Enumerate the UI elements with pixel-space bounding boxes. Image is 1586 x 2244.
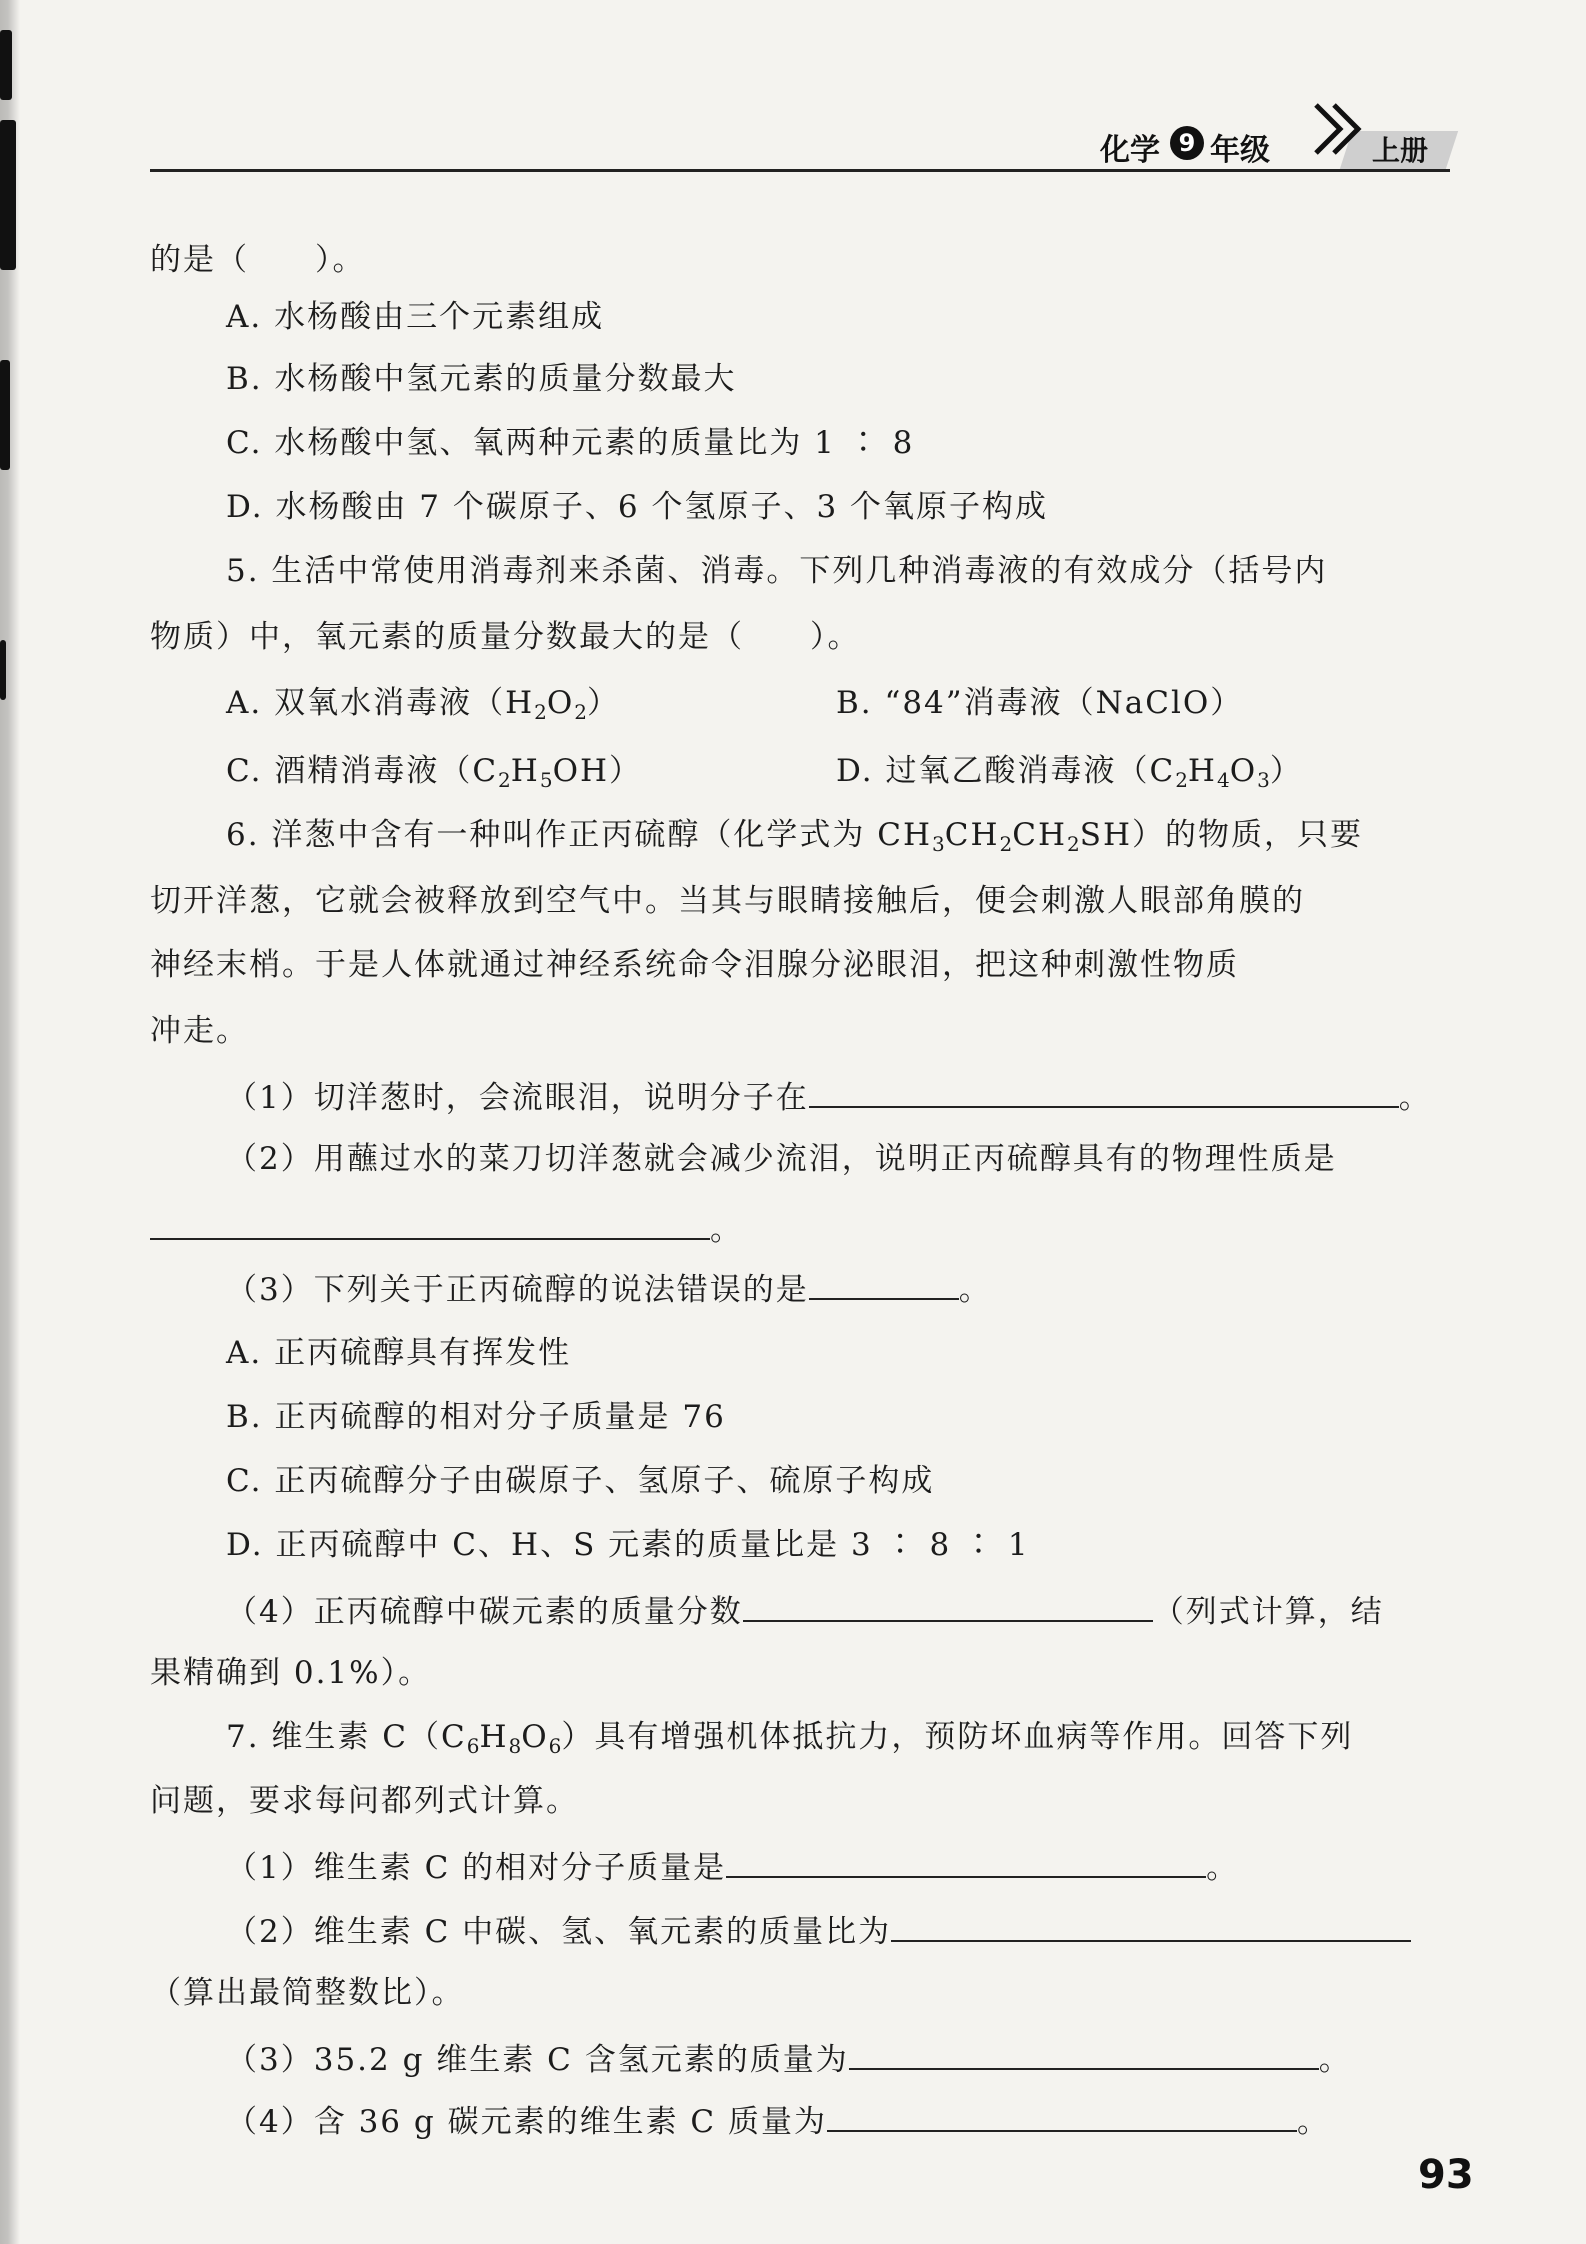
- answer-blank[interactable]: [743, 1594, 1153, 1622]
- q6-option-c: C. 正丙硫醇分子由碳原子、氢原子、硫原子构成: [226, 1463, 935, 1499]
- q7-sub3: （3）35.2 g 维生素 C 含氢元素的质量为 。: [226, 2042, 1352, 2078]
- q6-sub1: （1）切洋葱时，会流眼泪，说明分子在 。: [226, 1080, 1432, 1116]
- answer-blank[interactable]: [849, 2042, 1319, 2070]
- q5-option-d: D. 过氧乙酸消毒液$(C_2H_4O_3)$: [836, 753, 1303, 792]
- q5-option-b: B. “84”消毒液（NaClO）: [836, 685, 1244, 721]
- q7-sub2-line2: （算出最简整数比）。: [150, 1975, 465, 2011]
- q6-stem-line3: 神经末梢。于是人体就通过神经系统命令泪腺分泌眼泪，把这种刺激性物质: [150, 947, 1239, 983]
- q7-stem-line1: 7. 维生素 $C(C_6H_8O_6)$具有增强机体抵抗力，预防坏血病等作用。回答下列: [226, 1719, 1354, 1758]
- header-subject: 化学: [1100, 133, 1160, 168]
- q5-stem-line2: 物质）中，氧元素的质量分数最大的是（ ）。: [150, 619, 861, 655]
- q5-option-a: A. 双氧水消毒液$(H_2O_2)$: [226, 685, 621, 724]
- q6-sub2-answer: 。: [150, 1212, 743, 1246]
- page-number: 93: [1418, 2152, 1474, 2198]
- binding-mark: [0, 360, 10, 470]
- q4-stem-end: 的是（ ）。: [150, 242, 366, 278]
- q6-sub4: （4）正丙硫醇中碳元素的质量分数 （列式计算，结: [226, 1594, 1384, 1630]
- q6-option-d: D. 正丙硫醇中 C、H、S 元素的质量比是 3 ∶ 8 ∶ 1: [226, 1527, 1030, 1563]
- q6-stem-line1: 6. 洋葱中含有一种叫作正丙硫醇（化学式为 $CH_3CH_2CH_2SH$）的物质，只要: [226, 817, 1364, 856]
- q7-sub2: （2）维生素 C 中碳、氢、氧元素的质量比为: [226, 1914, 1411, 1948]
- binding-mark: [0, 120, 16, 270]
- q6-sub4-line2: 果精确到 0.1%）。: [150, 1655, 432, 1691]
- q4-option-d: D. 水杨酸由 7 个碳原子、6 个氢原子、3 个氧原子构成: [226, 489, 1049, 525]
- answer-blank[interactable]: [827, 2104, 1297, 2132]
- q7-stem-line2: 问题，要求每问都列式计算。: [150, 1783, 579, 1819]
- q7-sub1: （1）维生素 C 的相对分子质量是 。: [226, 1850, 1240, 1886]
- header-rule: [150, 169, 1450, 172]
- binding-mark: [0, 30, 12, 100]
- q6-sub2: （2）用蘸过水的菜刀切洋葱就会减少流泪，说明正丙硫醇具有的物理性质是: [226, 1141, 1337, 1177]
- q4-option-c: C. 水杨酸中氢、氧两种元素的质量比为 1 ∶ 8: [226, 425, 915, 461]
- q6-sub3: （3）下列关于正丙硫醇的说法错误的是 。: [226, 1272, 992, 1308]
- double-chevron-icon: [1310, 99, 1370, 165]
- answer-blank[interactable]: [891, 1914, 1411, 1942]
- header-volume: 上册: [1372, 134, 1429, 167]
- answer-blank[interactable]: [809, 1272, 959, 1300]
- answer-blank[interactable]: [726, 1850, 1206, 1878]
- q4-option-a: A. 水杨酸由三个元素组成: [226, 299, 605, 335]
- q6-option-b: B. 正丙硫醇的相对分子质量是 76: [226, 1399, 726, 1435]
- header-grade-label: 年级: [1210, 133, 1270, 168]
- q5-stem-line1: 5. 生活中常使用消毒剂来杀菌、消毒。下列几种消毒液的有效成分（括号内: [226, 553, 1328, 589]
- answer-blank[interactable]: [809, 1080, 1399, 1108]
- page-header: [150, 95, 1450, 175]
- q7-sub4: （4）含 36 g 碳元素的维生素 C 质量为 。: [226, 2104, 1331, 2140]
- q6-option-a: A. 正丙硫醇具有挥发性: [226, 1335, 572, 1371]
- header-grade-number: 9: [1170, 126, 1204, 160]
- q5-option-c: C. 酒精消毒液$(C_2H_5OH)$: [226, 753, 643, 792]
- q6-stem-line2: 切开洋葱，它就会被释放到空气中。当其与眼睛接触后，便会刺激人眼部角膜的: [150, 883, 1305, 919]
- binding-mark: [0, 640, 6, 700]
- q6-stem-line4: 冲走。: [150, 1013, 249, 1049]
- book-binding-shadow: [0, 0, 20, 2244]
- answer-blank[interactable]: [150, 1212, 710, 1240]
- q4-option-b: B. 水杨酸中氢元素的质量分数最大: [226, 361, 737, 397]
